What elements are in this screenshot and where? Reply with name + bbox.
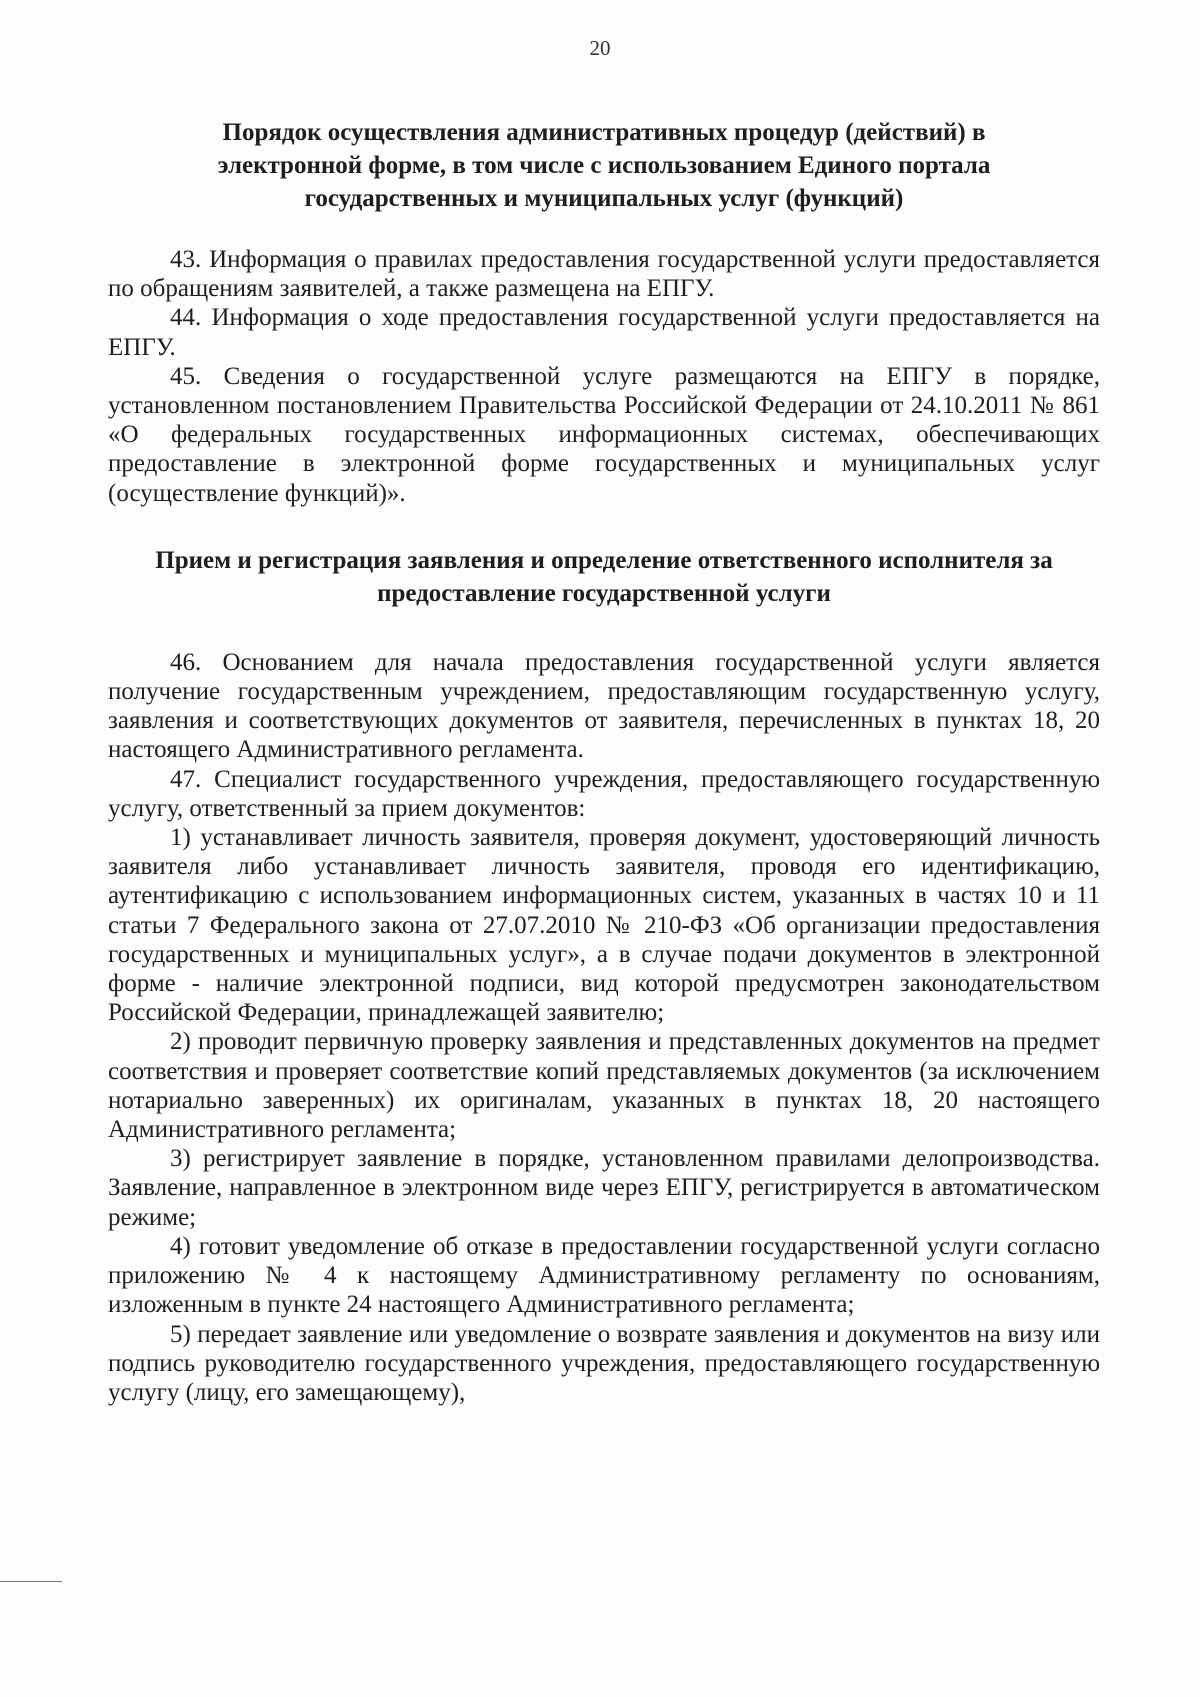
paragraph-43: 43. Информация о правилах предоставления государственной услуги предоставляется по обращениям заявителей, а также размещена на ЕПГУ. <box>108 246 1100 303</box>
paragraph-45: 45. Сведения о государственной услуге размещаются на ЕПГУ в порядке, установленном постановлением Правительства Российской Федерации от 24.10.2011 № 861 «О федеральных государственных информационных системах, обеспечивающих предоставление в электронной форме государственных и муниципальных услуг (осуществление функций)». <box>108 362 1100 507</box>
subitem-4: 4) готовит уведомление об отказе в предоставлении государственной услуги согласно приложению № 4 к настоящему Административному регламенту по основаниям, изложенным в пункте 24 настоящего Административного регламента; <box>108 1232 1100 1319</box>
subitem-1: 1) устанавливает личность заявителя, проверяя документ, удостоверяющий личность заявителя либо устанавливает личность заявителя, проводя его идентификацию, аутентификацию с использованием информационных систем, указанных в частях 10 и 11 статьи 7 Федерального закона от 27.07.2010 № 210-ФЗ «Об организации предоставления государственных и муниципальных услуг», а в случае подачи документов в электронной форме - наличие электронной подписи, вид которой предусмотрен законодательством Российской Федерации, принадлежащей заявителю; <box>108 824 1100 1027</box>
subitem-2: 2) проводит первичную проверку заявления и представленных документов на предмет соответствия и проверяет соответствие копий представляемых документов (за исключением нотариально заверенных) их оригиналам, указанных в пунктах 18, 20 настоящего Административного регламента; <box>108 1028 1100 1144</box>
section-heading-electronic-procedures: Порядок осуществления административных процедур (действий) в электронной форме, в том числе с использованием Единого портала государственных и муниципальных услуг (функций) <box>217 119 991 212</box>
subitem-3: 3) регистрирует заявление в порядке, установленном правилами делопроизводства. Заявление, направленное в электронном виде через ЕПГУ, регистрируется в автоматическом режиме; <box>108 1145 1100 1231</box>
paragraph-47: 47. Специалист государственного учреждения, предоставляющего государственную услугу, ответственный за прием документов: <box>108 765 1100 822</box>
section-heading-reception-registration: Прием и регистрация заявления и определение ответственного исполнителя за предоставление государственной услуги <box>155 546 1053 607</box>
paragraph-44: 44. Информация о ходе предоставления государственной услуги предоставляется на ЕПГУ. <box>108 304 1100 361</box>
page-number: 20 <box>589 36 611 60</box>
subitem-5: 5) передает заявление или уведомление о возврате заявления и документов на визу или подпись руководителю государственного учреждения, предоставляющего государственную услугу (лицу, его замещающему), <box>108 1320 1100 1406</box>
scan-edge-mark <box>0 1581 62 1582</box>
document-body <box>108 116 1100 1407</box>
paragraph-46: 46. Основанием для начала предоставления государственной услуги является получение государственным учреждением, предоставляющим государственную услугу, заявления и соответствующих документов от заявителя, перечисленных в пунктах 18, 20 настоящего Административного регламента. <box>108 648 1100 764</box>
